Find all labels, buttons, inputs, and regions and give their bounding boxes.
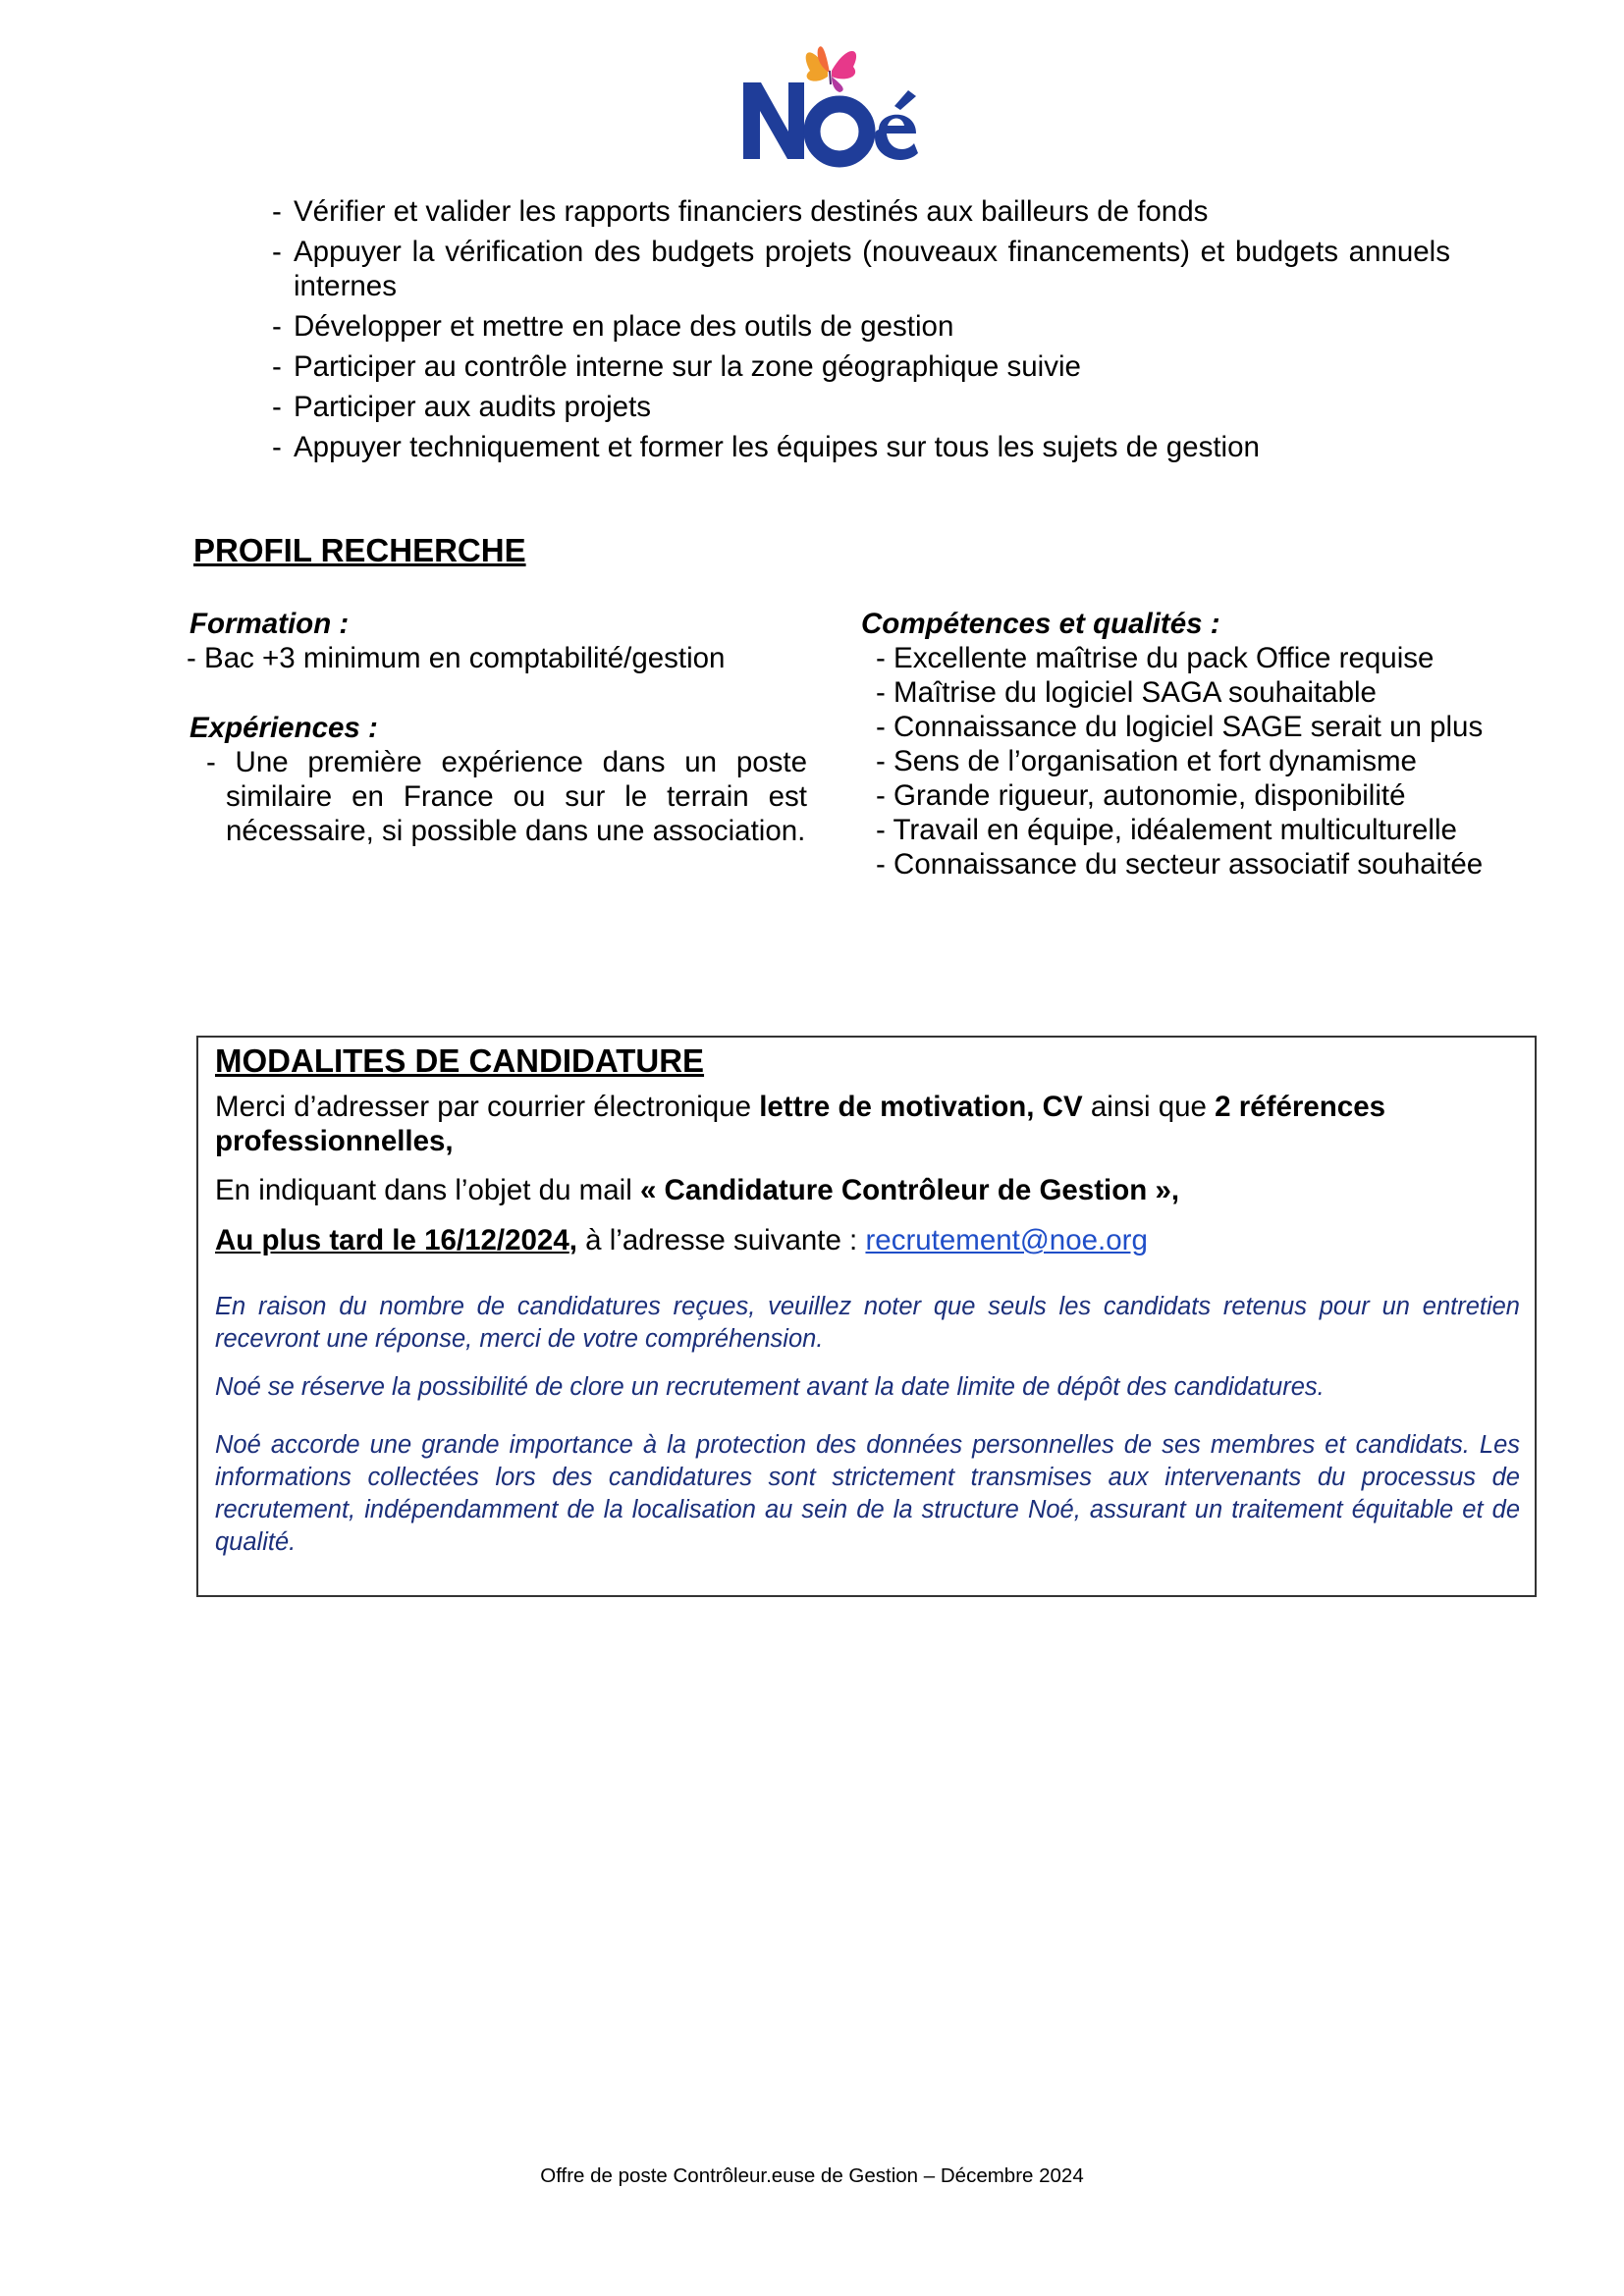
page-footer: Offre de poste Contrôleur.euse de Gestion – Décembre 2024: [540, 2164, 1084, 2187]
application-line-2: [215, 1173, 1520, 1207]
competence-item: - Connaissance du secteur associatif souhaitée: [876, 848, 1484, 881]
text-segment: ainsi que: [1082, 1091, 1216, 1123]
application-title: MODALITES DE CANDIDATURE: [215, 1042, 705, 1079]
text-emphasis: lettre de motivation, CV: [759, 1091, 1083, 1123]
application-box: [196, 1036, 1537, 1597]
competence-item: - Excellente maîtrise du pack Office requise: [876, 642, 1435, 674]
text-segment: à l’adresse suivante :: [576, 1224, 866, 1256]
competence-item: - Maîtrise du logiciel SAGA souhaitable: [876, 676, 1377, 709]
profile-left-column: [187, 607, 807, 848]
formation-item: - Bac +3 minimum en comptabilité/gestion: [187, 642, 726, 674]
experiences-item: - Une première expérience dans un poste similaire en France ou sur le terrain est nécessaire, si possible dans une association.: [206, 746, 807, 847]
task-text: Développer et mettre en place des outils de gestion: [294, 310, 954, 343]
note-privacy: Noé accorde une grande importance à la protection des données personnelles de ses membres et candidats. Les informations collectées lors des candidatures sont strictement transmises aux intervenants du processus de recrutement, indépendamment de la localisation au sein de la structure Noé, assurant un traitement équitable et de qualité.: [215, 1431, 1520, 1556]
competences-heading: Compétences et qualités :: [861, 608, 1220, 640]
application-line-1: [215, 1090, 1520, 1158]
task-text: Appuyer la vérification des budgets projets (nouveaux financements) et budgets annuels internes: [294, 236, 1450, 302]
competence-item: - Travail en équipe, idéalement multiculturelle: [876, 814, 1457, 846]
text-emphasis: « Candidature Contrôleur de Gestion »,: [639, 1174, 1180, 1206]
competence-item: - Sens de l’organisation et fort dynamisme: [876, 745, 1417, 777]
note-responses: En raison du nombre de candidatures reçues, veuillez noter que seuls les candidats retenus pour un entretien recevront une réponse, merci de votre compréhension.: [215, 1293, 1520, 1353]
profile-right-column: [858, 607, 1487, 881]
tasks-list: [272, 194, 1450, 470]
text-emphasis: 2 références professionnelles,: [215, 1091, 1386, 1157]
task-text: Vérifier et valider les rapports financiers destinés aux bailleurs de fonds: [294, 195, 1209, 228]
task-item: - Développer et mettre en place des outils de gestion: [272, 310, 954, 343]
application-line-3: [215, 1223, 1520, 1257]
experiences-heading: Expériences :: [189, 712, 378, 744]
competence-item: - Connaissance du logiciel SAGE serait un plus: [876, 711, 1484, 743]
text-emphasis: ,: [568, 1224, 577, 1256]
section-title-profil: PROFIL RECHERCHE: [193, 532, 526, 568]
competence-item: - Grande rigueur, autonomie, disponibilité: [876, 779, 1406, 812]
noe-logo: [731, 22, 928, 169]
task-item: - Appuyer la vérification des budgets projets (nouveaux financements) et budgets annuels internes: [272, 236, 1450, 302]
task-item: - Appuyer techniquement et former les équipes sur tous les sujets de gestion: [272, 431, 1260, 463]
task-text: Participer aux audits projets: [294, 391, 652, 423]
task-item: - Participer aux audits projets: [272, 391, 652, 423]
task-item: - Participer au contrôle interne sur la zone géographique suivie: [272, 350, 1081, 383]
note-closing: Noé se réserve la possibilité de clore un recrutement avant la date limite de dépôt des candidatures.: [215, 1373, 1325, 1401]
deadline: Au plus tard le 16/12/2024: [215, 1224, 569, 1256]
text-segment: En indiquant dans l’objet du mail: [215, 1174, 640, 1206]
text-segment: Merci d’adresser par courrier électronique: [215, 1091, 760, 1123]
task-item: - Vérifier et valider les rapports financiers destinés aux bailleurs de fonds: [272, 195, 1209, 228]
email-link[interactable]: recrutement@noe.org: [865, 1224, 1148, 1256]
formation-heading: Formation :: [189, 608, 350, 640]
task-text: Participer au contrôle interne sur la zone géographique suivie: [294, 350, 1081, 383]
task-text: Appuyer techniquement et former les équipes sur tous les sujets de gestion: [294, 431, 1260, 463]
